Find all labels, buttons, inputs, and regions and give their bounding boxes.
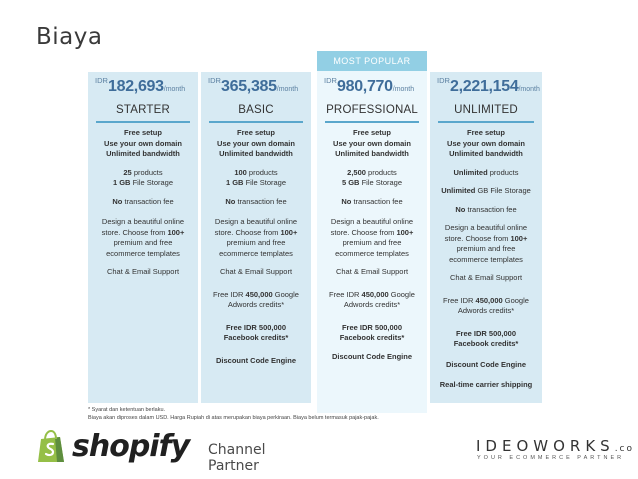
feature-transaction-fee: No transaction fee	[341, 196, 403, 206]
feature-google-credits: Free IDR 450,000 Google Adwords credits*	[443, 295, 529, 315]
divider	[438, 121, 534, 123]
price-period: /month	[518, 86, 540, 93]
feature-products: 2,500 products	[347, 167, 397, 177]
price-period: /month	[163, 86, 186, 93]
plan-starter	[88, 72, 198, 403]
feature-setup: Free setup	[353, 128, 391, 137]
feature-design: Design a beautiful online store. Choose from 100+ premium and free ecommerce templates	[214, 217, 298, 258]
feature-discount: Discount Code Engine	[215, 355, 296, 365]
plan-name: STARTER	[115, 104, 170, 116]
currency-label: IDR	[95, 76, 108, 85]
currency-label: IDR	[208, 76, 221, 85]
divider	[325, 121, 419, 123]
price-value: 182,693	[108, 78, 164, 95]
feature-support: Chat & Email Support	[219, 267, 293, 276]
price-period: /month	[276, 86, 299, 93]
feature-facebook-credits: Free IDR 500,000 Facebook credits*	[339, 322, 405, 342]
feature-google-credits: Free IDR 450,000 Google Adwords credits*	[329, 289, 415, 309]
feature-products: Unlimited products	[453, 167, 519, 177]
feature-storage: 1 GB File Storage	[225, 178, 287, 187]
feature-facebook-credits: Free IDR 500,000 Facebook credits*	[453, 328, 519, 348]
feature-domain: Use your own domain	[217, 138, 295, 148]
feature-bandwidth: Unlimited bandwidth	[335, 149, 409, 158]
footnote-currency: Biaya akan diproses dalam USD. Harga Rupiah di atas merupakan biaya perkiraan. Biaya belum termasuk pajak-pajak.	[88, 415, 379, 421]
price	[317, 76, 427, 102]
price-amount	[221, 78, 298, 96]
feature-setup: Free setup	[237, 128, 275, 137]
feature-transaction-fee: No transaction fee	[225, 196, 287, 206]
plan-basic	[201, 72, 311, 403]
feature-domain: Use your own domain	[447, 138, 525, 148]
feature-storage: 5 GB File Storage	[341, 178, 403, 187]
ideoworks-tagline: YOUR ECOMMERCE PARTNER	[477, 455, 625, 461]
plan-name: PROFESSIONAL	[326, 104, 418, 116]
feature-transaction-fee: No transaction fee	[112, 196, 174, 206]
feature-transaction-fee: No transaction fee	[455, 204, 517, 214]
feature-design: Design a beautiful online store. Choose from 100+ premium and free ecommerce templates	[330, 217, 414, 258]
feature-discount: Discount Code Engine	[331, 351, 412, 361]
footnote-terms: * Syarat dan ketentuan berlaku.	[88, 407, 166, 413]
price-amount	[108, 78, 185, 96]
feature-bandwidth: Unlimited bandwidth	[219, 149, 293, 158]
ideoworks-logo	[476, 437, 635, 467]
price-amount	[450, 78, 540, 96]
feature-domain: Use your own domain	[104, 138, 182, 148]
feature-facebook-credits: Free IDR 500,000 Facebook credits*	[223, 322, 289, 342]
currency-label: IDR	[324, 76, 337, 85]
plan-name: UNLIMITED	[454, 104, 518, 116]
feature-storage: 1 GB File Storage	[112, 178, 174, 187]
feature-shipping: Real-time carrier shipping	[439, 380, 533, 389]
feature-list	[90, 128, 196, 278]
feature-support: Chat & Email Support	[449, 273, 523, 282]
feature-setup: Free setup	[467, 128, 505, 137]
feature-discount: Discount Code Engine	[445, 359, 526, 369]
feature-design: Design a beautiful online store. Choose from 100+ premium and free ecommerce templates	[444, 223, 528, 264]
price-period: /month	[392, 86, 415, 93]
feature-setup: Free setup	[124, 128, 162, 137]
feature-products: 25 products	[123, 167, 163, 177]
feature-list	[319, 128, 425, 362]
price	[88, 76, 198, 102]
price	[430, 76, 542, 102]
plan-professional	[317, 51, 427, 413]
feature-google-credits: Free IDR 450,000 Google Adwords credits*	[213, 289, 299, 309]
shopify-wordmark: shopify	[72, 429, 190, 464]
feature-list	[203, 128, 309, 366]
currency-label: IDR	[437, 76, 450, 85]
ideoworks-wordmark: IDEOWORKS.co	[476, 437, 635, 455]
feature-list	[432, 128, 540, 391]
plan-unlimited	[430, 72, 542, 403]
feature-bandwidth: Unlimited bandwidth	[449, 149, 523, 158]
feature-support: Chat & Email Support	[106, 267, 180, 276]
price-value: 980,770	[337, 78, 393, 95]
plan-name: BASIC	[238, 104, 274, 116]
feature-bandwidth: Unlimited bandwidth	[106, 149, 180, 158]
most-popular-badge: MOST POPULAR	[317, 51, 427, 71]
price-amount	[337, 78, 414, 96]
feature-products: 100 products	[234, 167, 278, 177]
price-value: 2,221,154	[450, 78, 519, 95]
divider	[96, 121, 190, 123]
feature-support: Chat & Email Support	[335, 267, 409, 276]
shopify-logo	[36, 429, 296, 474]
channel-partner-label: Channel Partner	[208, 442, 266, 474]
shopping-bag-icon	[36, 430, 66, 469]
feature-storage: Unlimited GB File Storage	[441, 186, 531, 195]
divider	[209, 121, 303, 123]
feature-design: Design a beautiful online store. Choose from 100+ premium and free ecommerce templates	[101, 217, 185, 258]
feature-domain: Use your own domain	[333, 138, 411, 148]
price	[201, 76, 311, 102]
price-value: 365,385	[221, 78, 277, 95]
page-title: Biaya	[36, 24, 103, 50]
